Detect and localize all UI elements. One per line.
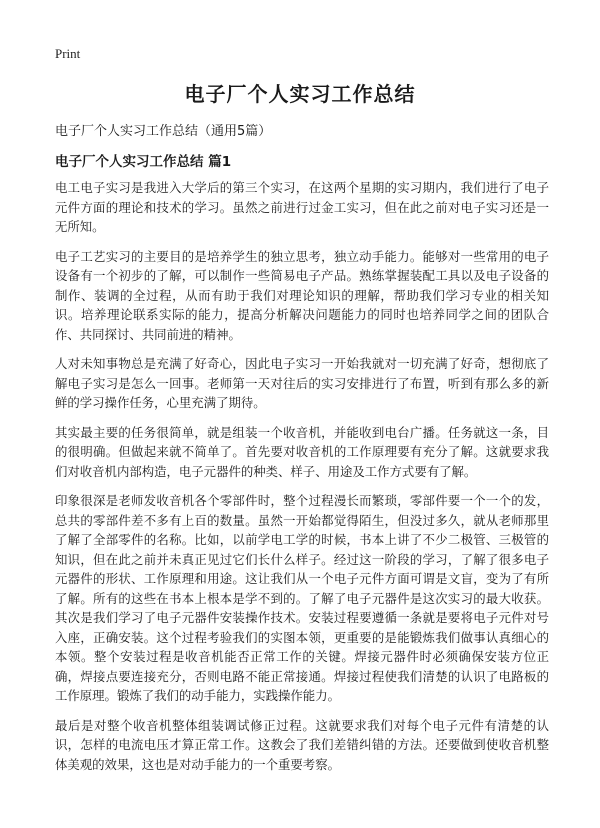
document-body — [55, 178, 549, 784]
paragraph: 印象很深是老师发收音机各个零部件时，整个过程漫长而繁琐，零部件要一个一个的发，总共的零部件差不多有上百的数量。虽然一开始都觉得陌生，但没过多久，就从老师那里了解了全部零件的名称。比如，以前学电工学的时候，书本上讲了不少二极管、三极管的知识，但在此之前并未真正见过它们长什么样子。经过这一阶段的学习，了解了很多电子元器件的形状、工作原理和用途。这让我们从一个电子元件方面可谓是文盲，变为了有所了解。所有的这些在书本上根本是学不到的。了解了电子元器件是这次实习的最大收获。其次是我们学习了电子元器件安装操作技术。安装过程要遵循一条就是要将电子元件对号入座，正确安装。这个过程考验我们的实图本领，更重要的是能锻炼我们做事认真细心的本领。整个安装过程是收音机能否正常工作的关键。焊接元器件时必须确保安装方位正确，焊接点要连接充分，否则电路不能正常接通。焊接过程使我们清楚的认识了电路板的工作原理。锻炼了我们的动手能力，实践操作能力。 — [55, 493, 549, 703]
section-heading: 电子厂个人实习工作总结 篇1 — [55, 154, 232, 170]
paragraph: 人对未知事物总是充满了好奇心，因此电子实习一开始我就对一切充满了好奇，想彻底了解电子实习是怎么一回事。老师第一天对往后的实习安排进行了布置，听到有那么多的新鲜的学习操作任务，心里充满了期待。 — [55, 356, 549, 410]
paragraph: 最后是对整个收音机整体组装调试修正过程。这就要求我们对每个电子元件有清楚的认识，怎样的电流电压才算正常工作。这教会了我们差错纠错的方法。还要做到使收音机整体美观的效果，这也是对动手能力的一个重要考察。 — [55, 717, 549, 772]
paragraph: 其实最主要的任务很简单，就是组装一个收音机，并能收到电台广播。任务就这一条，目的很明确。但做起来就不简单了。首先要对收音机的工作原理要有充分了解。这就要求我们对收音机内部构造，电子元器件的种类、样子、用途及工作方式要有了解。 — [55, 424, 549, 479]
document-title: 电子厂个人实习工作总结 — [184, 82, 416, 106]
print-label: Print — [55, 46, 81, 61]
paragraph: 电工电子实习是我进入大学后的第三个实习，在这两个星期的实习期内，我们进行了电子元件方面的理论和技术的学习。虽然之前进行过金工实习，但在此之前对电子实习还是一无所知。 — [55, 180, 549, 234]
document-subtitle: 电子厂个人实习工作总结（通用5篇） — [55, 124, 272, 139]
paragraph: 电子工艺实习的主要目的是培养学生的独立思考，独立动手能力。能够对一些常用的电子设备有一个初步的了解，可以制作一些简易电子产品。熟练掌握装配工具以及电子设备的制作、装调的全过程，从而有助于我们对理论知识的理解，帮助我们学习专业的相关知识。培养理论联系实际的能力，提高分析解决问题能力的同时也培养同学之间的团队合作、共同探讨、共同前进的精神。 — [55, 248, 549, 342]
